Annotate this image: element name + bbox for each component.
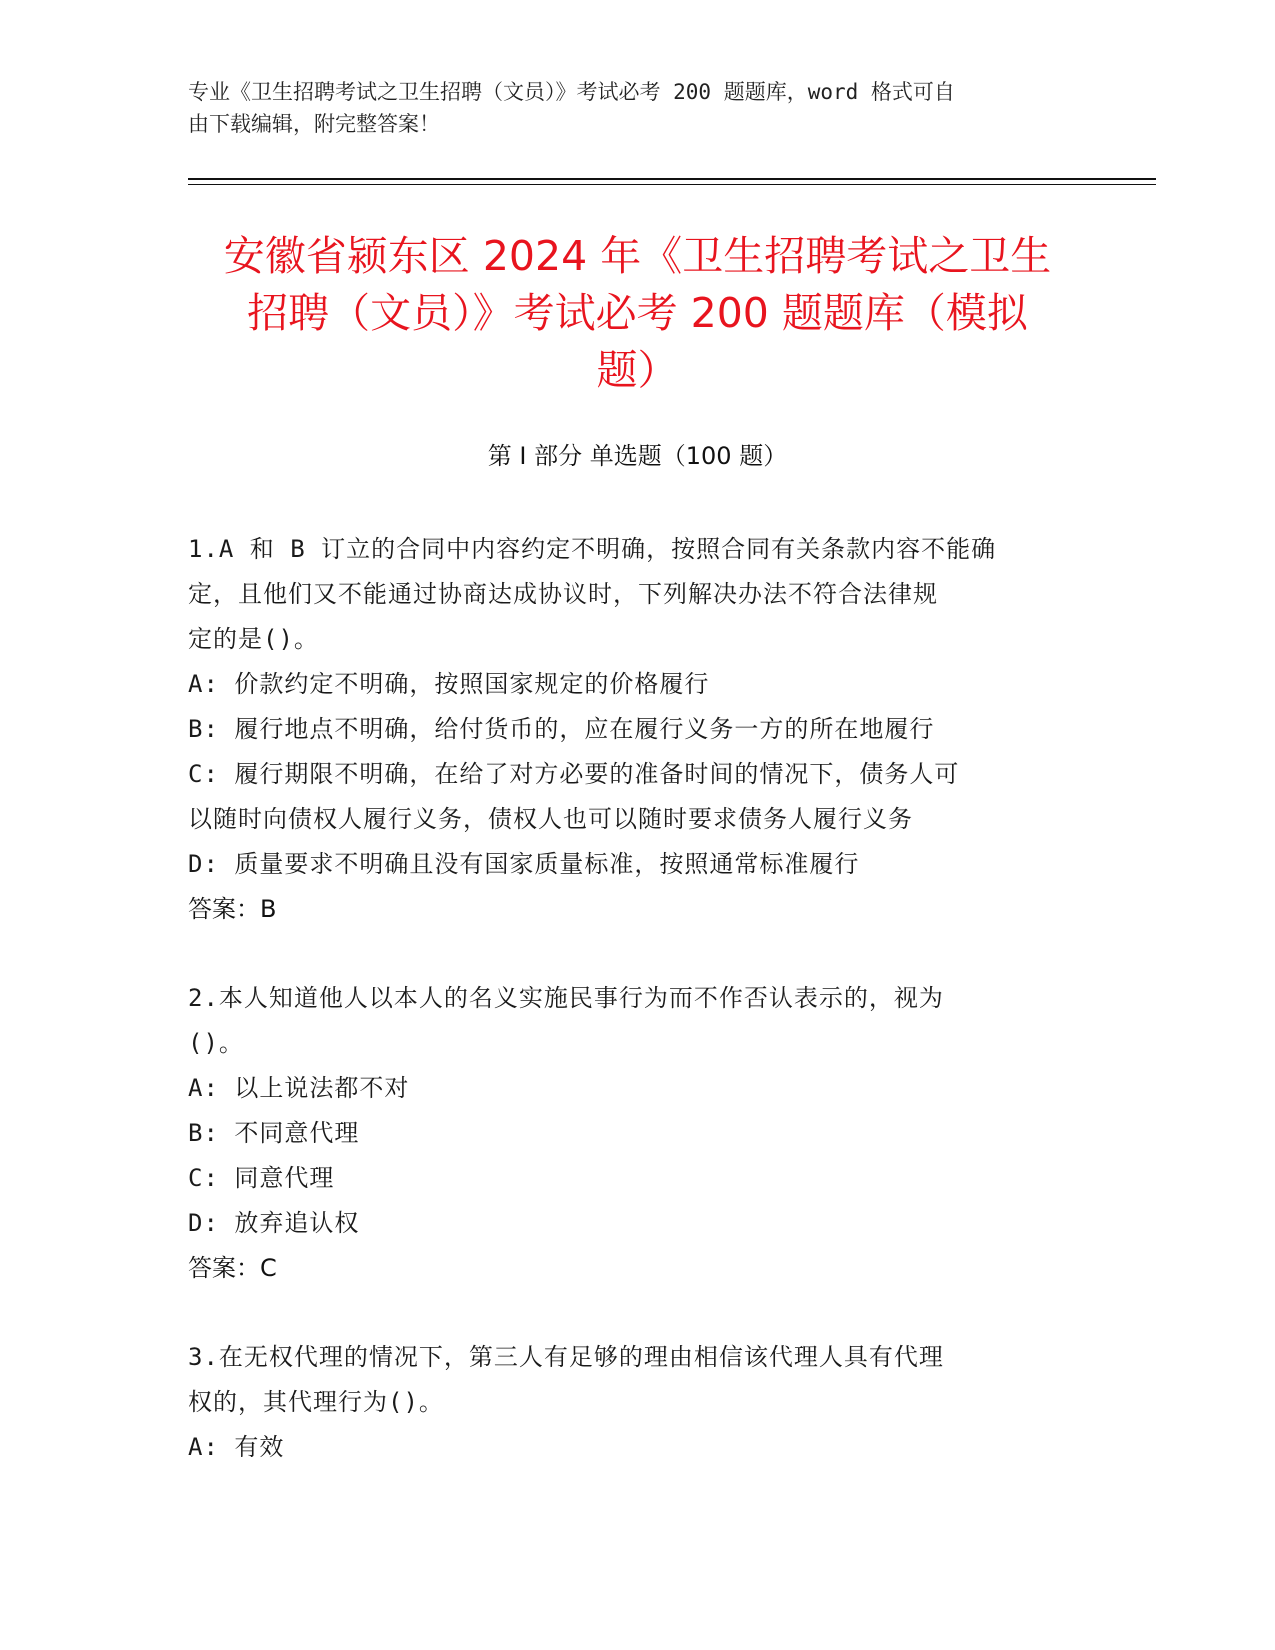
option-d: D: 质量要求不明确且没有国家质量标准，按照通常标准履行 (188, 850, 860, 878)
answer-line: 答案：C (188, 1254, 277, 1282)
question-3 (188, 1335, 1088, 1470)
question-1 (188, 527, 1088, 932)
document-title (150, 228, 1125, 399)
header-divider-thick (188, 178, 1156, 180)
question-stem-line: 1.A 和 B 订立的合同中内容约定不明确，按照合同有关条款内容不能确 (188, 535, 997, 563)
title-line: 题） (596, 346, 679, 394)
section-heading: 第 I 部分 单选题（100 题） (487, 442, 788, 470)
header-note (188, 76, 1088, 140)
option-c-continued: 以随时向债权人履行义务，债权人也可以随时要求债务人履行义务 (188, 805, 913, 833)
question-stem-line: ()。 (188, 1029, 244, 1057)
question-2 (188, 976, 1088, 1291)
question-stem-line: 权的，其代理行为()。 (188, 1388, 444, 1416)
option-b: B: 不同意代理 (188, 1119, 360, 1147)
title-line: 安徽省颍东区 2024 年《卫生招聘考试之卫生 (223, 232, 1052, 280)
option-a: A: 以上说法都不对 (188, 1074, 410, 1102)
question-stem-line: 定的是()。 (188, 625, 319, 653)
question-stem-line: 定，且他们又不能通过协商达成协议时，下列解决办法不符合法律规 (188, 580, 938, 608)
option-a: A: 价款约定不明确，按照国家规定的价格履行 (188, 670, 710, 698)
option-a: A: 有效 (188, 1433, 285, 1461)
question-stem-line: 2.本人知道他人以本人的名义实施民事行为而不作否认表示的，视为 (188, 984, 944, 1012)
header-note-line: 专业《卫生招聘考试之卫生招聘（文员）》考试必考 200 题题库，word 格式可自 (188, 80, 955, 104)
question-list (188, 527, 1088, 1514)
option-d: D: 放弃追认权 (188, 1209, 360, 1237)
header-divider-thin (188, 184, 1156, 185)
question-stem-line: 3.在无权代理的情况下，第三人有足够的理由相信该代理人具有代理 (188, 1343, 944, 1371)
option-c: C: 履行期限不明确，在给了对方必要的准备时间的情况下，债务人可 (188, 760, 960, 788)
option-b: B: 履行地点不明确，给付货币的，应在履行义务一方的所在地履行 (188, 715, 935, 743)
option-c: C: 同意代理 (188, 1164, 335, 1192)
title-line: 招聘（文员）》考试必考 200 题题库（模拟 (247, 289, 1028, 337)
answer-line: 答案：B (188, 895, 277, 923)
header-note-line: 由下载编辑，附完整答案！ (188, 112, 440, 136)
